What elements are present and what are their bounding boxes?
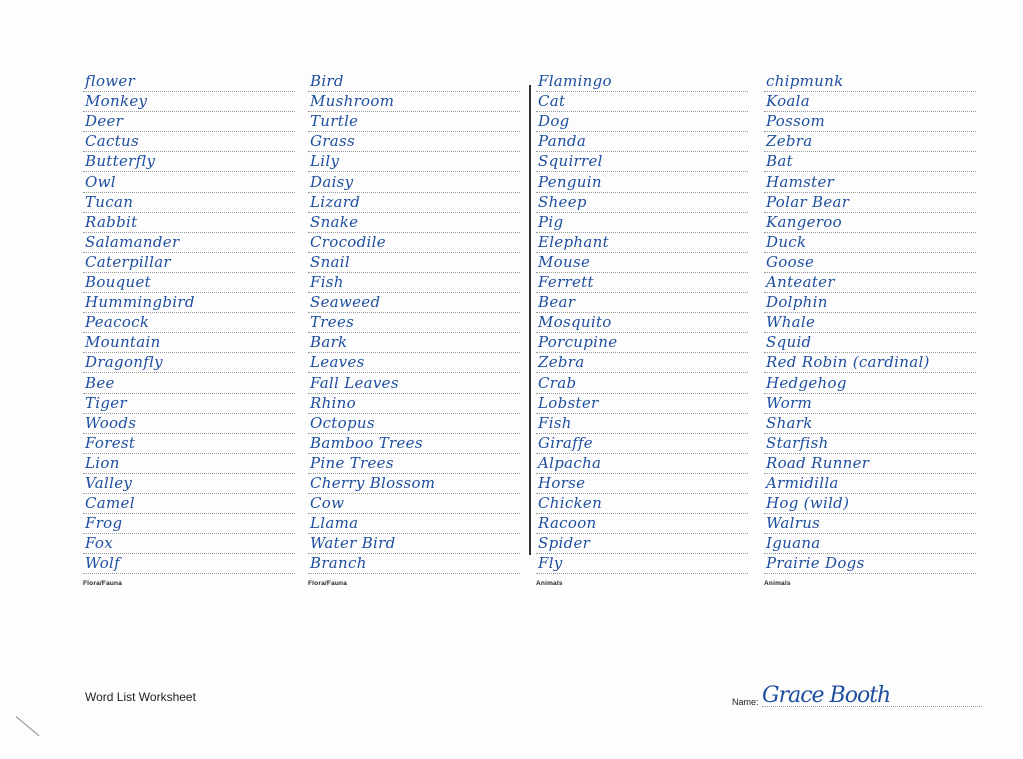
word-text: Hedgehog — [766, 373, 847, 392]
word-entry — [764, 333, 976, 353]
word-text: Trees — [310, 313, 355, 332]
word-text: Zebra — [766, 132, 813, 151]
word-text: Fox — [85, 534, 113, 553]
word-entry — [764, 233, 976, 253]
word-entry — [764, 293, 976, 313]
word-text: Possom — [766, 112, 825, 131]
word-entry — [536, 373, 748, 393]
word-text: Fall Leaves — [310, 373, 399, 392]
word-entry — [308, 253, 520, 273]
word-text: Shark — [766, 413, 813, 432]
word-entry — [536, 434, 748, 454]
word-entry — [308, 353, 520, 373]
word-text: Flamingo — [538, 72, 612, 91]
word-column-2 — [308, 72, 520, 587]
word-text: Iguana — [766, 534, 821, 553]
word-text: Lily — [310, 152, 340, 171]
word-entry — [308, 474, 520, 494]
word-text: Rhino — [310, 393, 356, 412]
word-text: Fly — [538, 554, 563, 573]
word-text: Caterpillar — [85, 252, 171, 271]
word-text: Camel — [85, 494, 135, 513]
word-text: chipmunk — [766, 72, 844, 91]
word-entry — [83, 394, 295, 414]
word-entry — [764, 213, 976, 233]
word-entry — [536, 394, 748, 414]
word-column-1 — [83, 72, 295, 587]
word-text: Squid — [766, 333, 812, 352]
column-label: Flora/Fauna — [308, 580, 348, 588]
word-entry — [83, 554, 295, 574]
word-entry — [536, 132, 748, 152]
word-text: Sheep — [538, 192, 587, 211]
word-entry — [764, 514, 976, 534]
word-text: Bouquet — [85, 273, 151, 292]
name-field — [732, 676, 982, 710]
word-entry — [536, 112, 748, 132]
word-entry — [308, 213, 520, 233]
word-entry — [308, 233, 520, 253]
word-text: Chicken — [538, 494, 603, 513]
word-entry — [536, 193, 748, 213]
column-label: Animals — [536, 580, 563, 588]
word-text: Bamboo Trees — [310, 433, 423, 452]
word-entry — [536, 534, 748, 554]
word-text: Duck — [766, 232, 807, 251]
word-entry — [83, 373, 295, 393]
word-text: Armidilla — [766, 473, 839, 492]
word-entry — [536, 494, 748, 514]
word-text: Kangeroo — [766, 212, 842, 231]
word-text: Mountain — [85, 333, 161, 352]
word-text: Starfish — [766, 433, 829, 452]
word-text: Woods — [85, 413, 137, 432]
word-entry — [83, 72, 295, 92]
word-text: Fish — [310, 273, 344, 292]
word-text: Dolphin — [766, 293, 828, 312]
word-text: Llama — [310, 514, 359, 533]
word-entry — [308, 172, 520, 192]
worksheet-title: Word List Worksheet — [85, 690, 196, 704]
word-entry — [308, 534, 520, 554]
word-text: flower — [85, 72, 136, 91]
word-entry — [83, 132, 295, 152]
word-text: Penguin — [538, 172, 602, 191]
word-text: Daisy — [310, 172, 354, 191]
word-entry — [308, 414, 520, 434]
word-text: Seaweed — [310, 293, 381, 312]
word-text: Red Robin (cardinal) — [766, 353, 930, 372]
word-text: Bat — [766, 152, 793, 171]
word-entry — [308, 494, 520, 514]
word-text: Snail — [310, 252, 350, 271]
word-entry — [83, 434, 295, 454]
word-entry — [308, 313, 520, 333]
word-text: Hamster — [766, 172, 835, 191]
word-entry — [83, 253, 295, 273]
word-entry — [536, 172, 748, 192]
word-entry — [308, 554, 520, 574]
scan-mark — [16, 716, 40, 736]
word-entry — [83, 313, 295, 333]
word-text: Monkey — [85, 92, 148, 111]
word-entry — [536, 233, 748, 253]
word-entry — [308, 193, 520, 213]
word-text: Mosquito — [538, 313, 612, 332]
word-entry — [764, 373, 976, 393]
word-text: Octopus — [310, 413, 375, 432]
word-text: Bark — [310, 333, 348, 352]
word-entry — [536, 474, 748, 494]
word-text: Grass — [310, 132, 355, 151]
word-text: Frog — [85, 514, 123, 533]
word-text: Rabbit — [85, 212, 138, 231]
word-entry — [536, 554, 748, 574]
word-text: Fish — [538, 413, 572, 432]
word-entry — [764, 132, 976, 152]
word-entry — [764, 534, 976, 554]
word-entry — [764, 474, 976, 494]
word-text: Koala — [766, 92, 811, 111]
word-entry — [308, 373, 520, 393]
word-entry — [83, 293, 295, 313]
word-entry — [536, 514, 748, 534]
word-entry — [764, 72, 976, 92]
word-text: Anteater — [766, 273, 835, 292]
word-entry — [308, 72, 520, 92]
word-entry — [764, 193, 976, 213]
word-entry — [536, 253, 748, 273]
word-text: Owl — [85, 172, 116, 191]
word-entry — [83, 172, 295, 192]
word-text: Mushroom — [310, 92, 395, 111]
word-text: Cat — [538, 92, 566, 111]
word-text: Peacock — [85, 313, 150, 332]
word-entry — [764, 253, 976, 273]
word-text: Valley — [85, 473, 133, 492]
word-text: Alpacha — [538, 453, 602, 472]
word-column-4 — [764, 72, 976, 587]
word-entry — [764, 353, 976, 373]
word-entry — [764, 454, 976, 474]
word-text: Butterfly — [85, 152, 156, 171]
word-text: Turtle — [310, 112, 359, 131]
word-entry — [308, 112, 520, 132]
word-text: Whale — [766, 313, 816, 332]
word-entry — [83, 353, 295, 373]
signature: Grace Booth — [762, 683, 891, 708]
column-label: Flora/Fauna — [83, 580, 123, 588]
word-entry — [83, 333, 295, 353]
word-text: Polar Bear — [766, 192, 850, 211]
word-text: Mouse — [538, 252, 591, 271]
word-entry — [764, 172, 976, 192]
word-text: Leaves — [310, 353, 365, 372]
word-entry — [536, 353, 748, 373]
word-entry — [83, 534, 295, 554]
word-entry — [83, 474, 295, 494]
word-text: Crocodile — [310, 232, 386, 251]
word-text: Lizard — [310, 192, 361, 211]
word-text: Lobster — [538, 393, 599, 412]
word-entry — [308, 132, 520, 152]
word-text: Bee — [85, 373, 115, 392]
word-entry — [764, 434, 976, 454]
word-entry — [536, 72, 748, 92]
word-text: Snake — [310, 212, 359, 231]
word-entry — [308, 273, 520, 293]
word-entry — [536, 273, 748, 293]
word-entry — [764, 414, 976, 434]
word-entry — [308, 92, 520, 112]
word-text: Tiger — [85, 393, 127, 412]
word-entry — [83, 152, 295, 172]
word-text: Hog (wild) — [766, 494, 850, 513]
word-entry — [764, 394, 976, 414]
word-entry — [83, 92, 295, 112]
word-entry — [83, 213, 295, 233]
word-entry — [536, 213, 748, 233]
word-text: Spider — [538, 534, 591, 553]
word-entry — [764, 554, 976, 574]
word-text: Prairie Dogs — [766, 554, 865, 573]
word-entry — [308, 293, 520, 313]
word-entry — [536, 92, 748, 112]
word-entry — [764, 494, 976, 514]
word-text: Horse — [538, 473, 586, 492]
word-text: Forest — [85, 433, 136, 452]
word-entry — [308, 514, 520, 534]
word-entry — [764, 313, 976, 333]
word-text: Wolf — [85, 554, 120, 573]
word-entry — [83, 494, 295, 514]
word-text: Bear — [538, 293, 576, 312]
word-text: Water Bird — [310, 534, 396, 553]
word-entry — [764, 152, 976, 172]
word-text: Squirrel — [538, 152, 603, 171]
word-entry — [536, 333, 748, 353]
word-text: Hummingbird — [85, 293, 195, 312]
word-text: Zebra — [538, 353, 585, 372]
word-text: Crab — [538, 373, 577, 392]
word-text: Elephant — [538, 232, 609, 251]
word-entry — [308, 394, 520, 414]
word-text: Pig — [538, 212, 564, 231]
column-divider — [529, 85, 531, 555]
word-entry — [83, 233, 295, 253]
word-entry — [536, 293, 748, 313]
word-text: Dog — [538, 112, 570, 131]
word-text: Pine Trees — [310, 453, 394, 472]
word-text: Cow — [310, 494, 345, 513]
word-entry — [536, 152, 748, 172]
word-text: Lion — [85, 453, 120, 472]
word-entry — [83, 414, 295, 434]
word-entry — [83, 193, 295, 213]
word-text: Cactus — [85, 132, 140, 151]
word-text: Goose — [766, 252, 815, 271]
word-text: Tucan — [85, 192, 134, 211]
name-label: Name: — [732, 697, 759, 707]
word-entry — [536, 454, 748, 474]
word-entry — [308, 333, 520, 353]
word-entry — [308, 434, 520, 454]
word-entry — [83, 514, 295, 534]
word-text: Worm — [766, 393, 813, 412]
word-text: Ferrett — [538, 273, 594, 292]
column-label: Animals — [764, 580, 791, 588]
word-text: Bird — [310, 72, 344, 91]
word-text: Deer — [85, 112, 124, 131]
word-text: Walrus — [766, 514, 821, 533]
word-text: Branch — [310, 554, 367, 573]
word-column-3 — [536, 72, 748, 587]
word-text: Giraffe — [538, 433, 593, 452]
word-text: Road Runner — [766, 453, 870, 472]
word-entry — [764, 112, 976, 132]
word-text: Dragonfly — [85, 353, 163, 372]
word-text: Porcupine — [538, 333, 618, 352]
word-entry — [308, 454, 520, 474]
word-entry — [83, 454, 295, 474]
word-entry — [83, 273, 295, 293]
word-entry — [764, 92, 976, 112]
word-entry — [536, 414, 748, 434]
word-text: Cherry Blossom — [310, 473, 436, 492]
word-entry — [308, 152, 520, 172]
word-text: Panda — [538, 132, 587, 151]
word-text: Salamander — [85, 232, 180, 251]
word-text: Racoon — [538, 514, 597, 533]
word-entry — [764, 273, 976, 293]
word-entry — [536, 313, 748, 333]
word-entry — [83, 112, 295, 132]
